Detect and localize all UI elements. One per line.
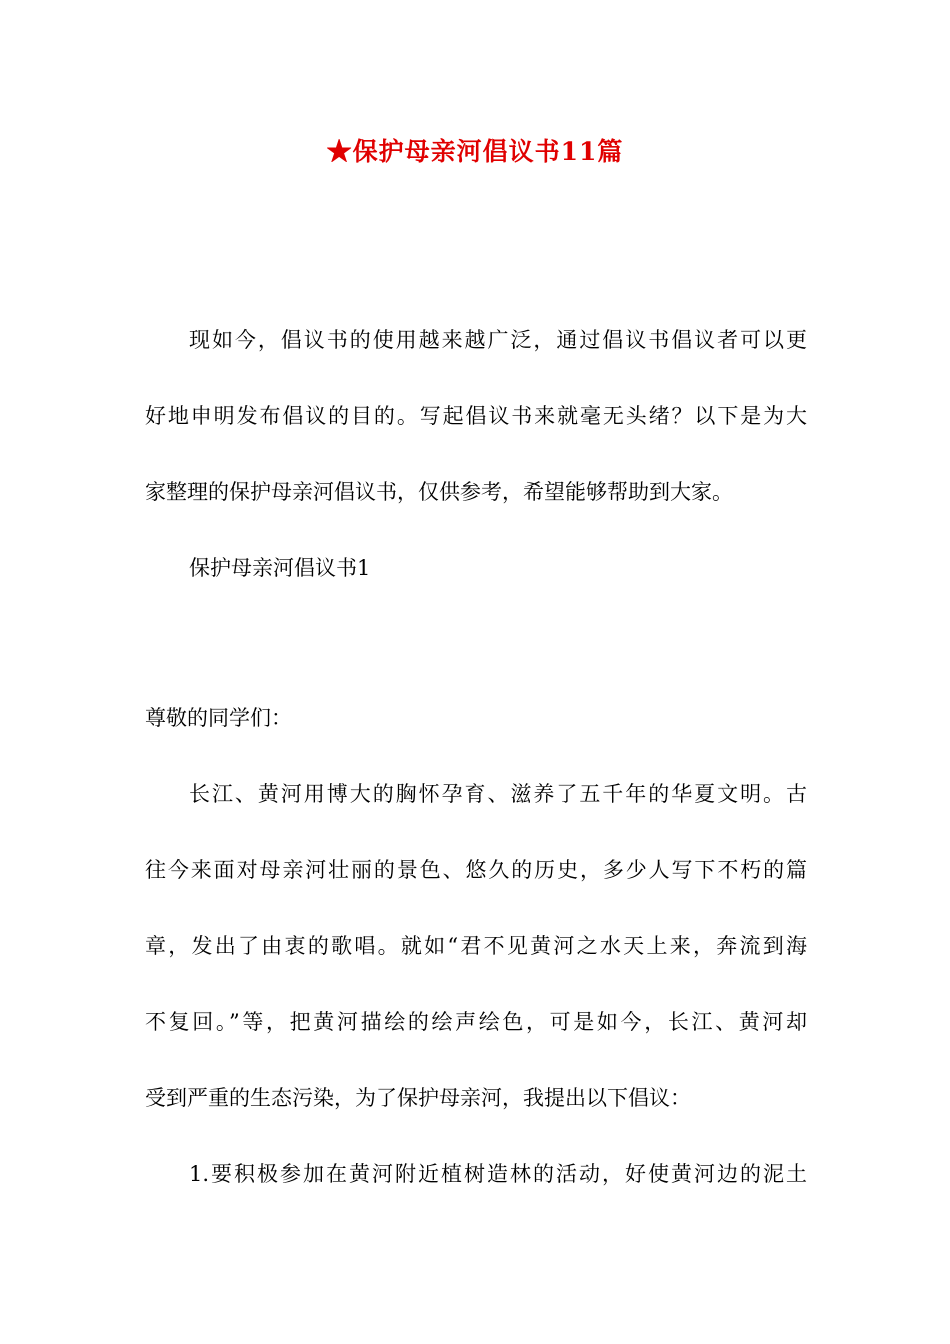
paragraph-1 <box>145 756 807 1136</box>
salutation <box>145 680 807 756</box>
list-item-1 <box>145 1136 807 1212</box>
section-heading-text: 保护母亲河倡议书1 <box>189 556 371 580</box>
intro-line-3: 家整理的保护母亲河倡议书，仅供参考，希望能够帮助到大家。 <box>145 480 733 504</box>
section-heading <box>145 530 807 606</box>
intro-paragraph <box>145 302 807 530</box>
document-title: ★保护母亲河倡议书11篇 <box>326 137 624 166</box>
list-item-1-text: 1.要积极参加在黄河附近植树造林的活动，好使黄河边的泥土 <box>189 1162 807 1186</box>
paragraph-1-line-3: 章，发出了由衷的歌唱。就如“君不见黄河之水天上来，奔流到海 <box>145 934 807 958</box>
intro-line-1: 现如今，倡议书的使用越来越广泛，通过倡议书倡议者可以更 <box>189 328 807 352</box>
paragraph-1-line-5: 受到严重的生态污染，为了保护母亲河，我提出以下倡议： <box>145 1086 691 1110</box>
paragraph-1-line-1: 长江、黄河用博大的胸怀孕育、滋养了五千年的华夏文明。古 <box>189 782 807 806</box>
paragraph-1-line-2: 往今来面对母亲河壮丽的景色、悠久的历史，多少人写下不朽的篇 <box>145 858 807 882</box>
intro-line-2: 好地申明发布倡议的目的。写起倡议书来就毫无头绪？以下是为大 <box>145 404 807 428</box>
paragraph-1-line-4: 不复回。”等，把黄河描绘的绘声绘色，可是如今，长江、黄河却 <box>145 1010 807 1034</box>
salutation-text: 尊敬的同学们： <box>145 706 292 730</box>
